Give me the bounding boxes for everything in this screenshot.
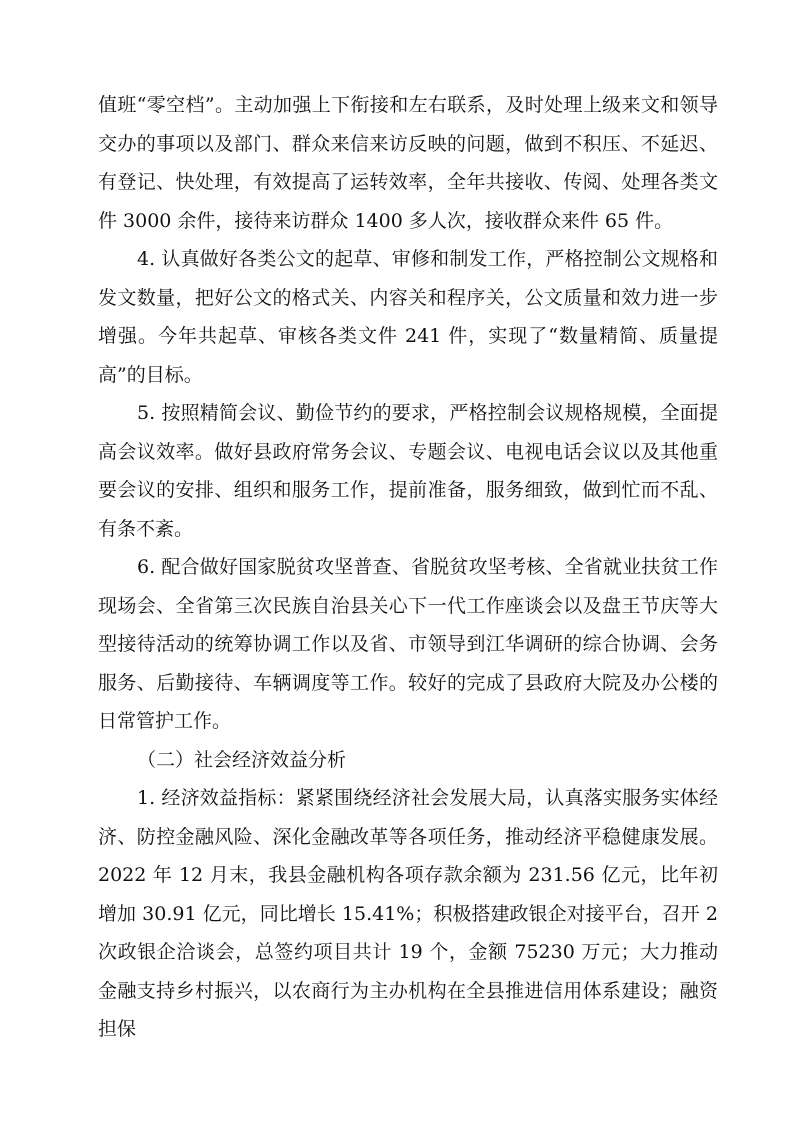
- body-paragraph-continuation: 值班“零空档”。主动加强上下衔接和左右联系，及时处理上级来文和领导交办的事项以及部门、群众来信来访反映的问题，做到不积压、不延迟、有登记、快处理，有效提高了运转效率，全年共接收、传阅、处理各类文件 3000 余件，接待来访群众 1400 多人次，接收群众来件 65 件。: [98, 94, 718, 232]
- section-heading: （二）社会经济效益分析: [137, 748, 347, 771]
- document-page: [98, 86, 718, 1049]
- body-paragraph-item-5: 5. 按照精简会议、勤俭节约的要求，严格控制会议规格规模，全面提高会议效率。做好县政府常务会议、专题会议、电视电话会议以及其他重要会议的安排、组织和服务工作，提前准备，服务细致，做到忙而不乱、有条不紊。: [98, 402, 718, 540]
- body-paragraph-item-6: 6. 配合做好国家脱贫攻坚普查、省脱贫攻坚考核、全省就业扶贫工作现场会、全省第三次民族自治县关心下一代工作座谈会以及盘王节庆等大型接待活动的统筹协调工作以及省、市领导到江华调研的综合协调、会务服务、后勤接待、车辆调度等工作。较好的完成了县政府大院及办公楼的日常管护工作。: [98, 556, 718, 732]
- body-paragraph-economic-benefit: 1. 经济效益指标：紧紧围绕经济社会发展大局，认真落实服务实体经济、防控金融风险、深化金融改革等各项任务，推动经济平稳健康发展。2022 年 12 月末，我县金融机构各项存款余额为 231.56 亿元，比年初增加 30.91 亿元，同比增长 15.41%；积极搭建政银企对接平台，召开 2 次政银企洽谈会，总签约项目共计 19 个，金额 75230 万元；大力推动金融支持乡村振兴，以农商行为主办机构在全县推进信用体系建设；融资担保: [98, 787, 718, 1040]
- body-paragraph-item-4: 4. 认真做好各类公文的起草、审修和制发工作，严格控制公文规格和发文数量，把好公文的格式关、内容关和程序关，公文质量和效力进一步增强。今年共起草、审核各类文件 241 件，实现了“数量精简、质量提高”的目标。: [98, 248, 718, 386]
